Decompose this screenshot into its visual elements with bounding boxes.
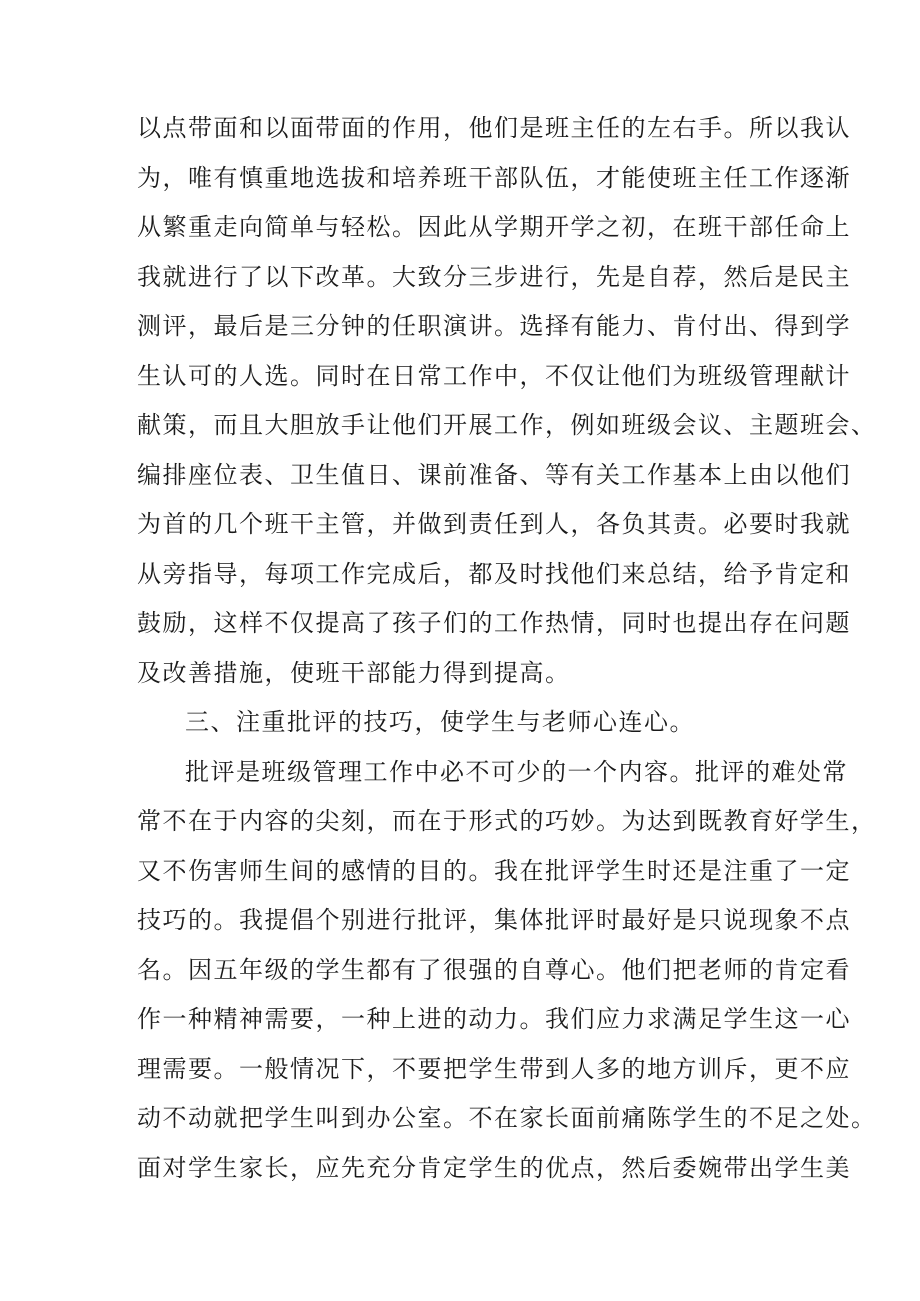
paragraph2-line-3: 又不伤害师生间的感情的目的。我在批评学生时还是注重了一定 xyxy=(137,857,851,885)
paragraph1-line-5: 测评，最后是三分钟的任职演讲。选择有能力、肯付出、得到学 xyxy=(137,312,851,340)
paragraph1-line-6: 生认可的人选。同时在日常工作中，不仅让他们为班级管理献计 xyxy=(137,362,851,390)
paragraph1-line-11: 鼓励，这样不仅提高了孩子们的工作热情，同时也提出存在问题 xyxy=(137,609,851,637)
paragraph2-line-1: 批评是班级管理工作中必不可少的一个内容。批评的难处常 xyxy=(185,758,848,786)
paragraph2-line-5: 名。因五年级的学生都有了很强的自尊心。他们把老师的肯定看 xyxy=(137,956,851,984)
paragraph1-line-9: 为首的几个班干主管，并做到责任到人，各负其责。必要时我就 xyxy=(137,510,851,538)
paragraph2-line-9: 面对学生家长，应先充分肯定学生的优点，然后委婉带出学生美 xyxy=(137,1154,851,1182)
paragraph2-line-6: 作一种精神需要，一种上进的动力。我们应力求满足学生这一心 xyxy=(137,1005,851,1033)
paragraph2-line-2: 常不在于内容的尖刻，而在于形式的巧妙。为达到既教育好学生， xyxy=(137,807,877,835)
paragraph1-line-12: 及改善措施，使班干部能力得到提高。 xyxy=(137,659,571,687)
paragraph2-line-4: 技巧的。我提倡个别进行批评，集体批评时最好是只说现象不点 xyxy=(137,906,851,934)
section-heading: 三、注重批评的技巧，使学生与老师心连心。 xyxy=(185,708,695,736)
paragraph1-line-2: 为，唯有慎重地选拔和培养班干部队伍，才能使班主任工作逐渐 xyxy=(137,164,851,192)
paragraph1-line-10: 从旁指导，每项工作完成后，都及时找他们来总结，给予肯定和 xyxy=(137,560,851,588)
paragraph2-line-7: 理需要。一般情况下，不要把学生带到人多的地方训斥，更不应 xyxy=(137,1055,851,1083)
paragraph1-line-7: 献策，而且大胆放手让他们开展工作，例如班级会议、主题班会、 xyxy=(137,411,877,439)
paragraph1-line-3: 从繁重走向简单与轻松。因此从学期开学之初，在班干部任命上 xyxy=(137,213,851,241)
paragraph1-line-1: 以点带面和以面带面的作用，他们是班主任的左右手。所以我认 xyxy=(137,114,851,142)
paragraph1-line-8: 编排座位表、卫生值日、课前准备、等有关工作基本上由以他们 xyxy=(137,461,851,489)
paragraph2-line-8: 动不动就把学生叫到办公室。不在家长面前痛陈学生的不足之处。 xyxy=(137,1104,877,1132)
paragraph1-line-4: 我就进行了以下改革。大致分三步进行，先是自荐，然后是民主 xyxy=(137,263,851,291)
